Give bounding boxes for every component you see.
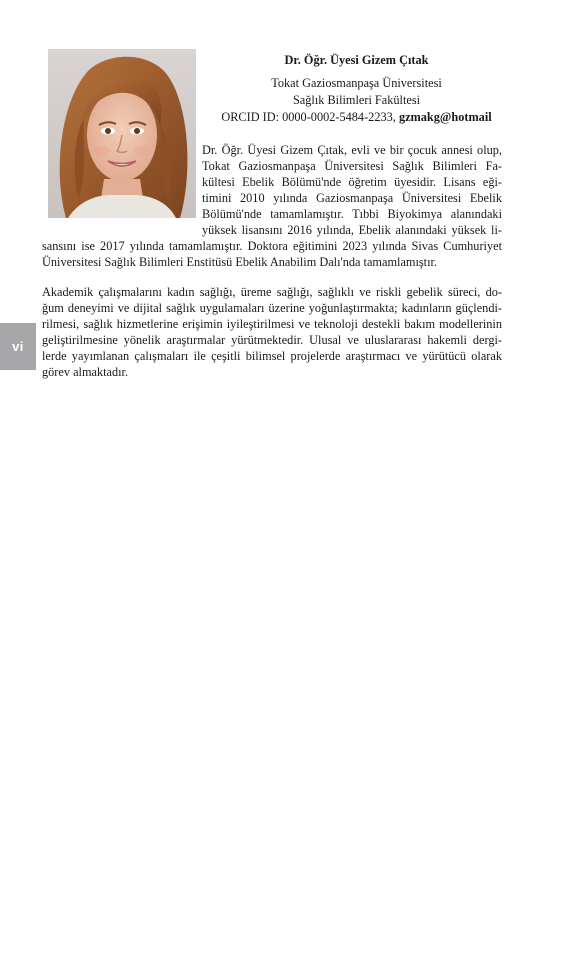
bio-line: rilmesi, sağlık hizmetlerine erişimin iyileştirilmesi ve teknoloji destekli bakım modellerinin [42,317,502,331]
author-portrait-photo [48,49,196,218]
bio-line: kültesi Ebelik Bölümü'nde öğretim üyesidir. Lisans eği- [202,175,502,189]
author-contact-line [200,109,513,126]
bio-line: Akademik çalışmalarını kadın sağlığı, üreme sağlığı, sağlıklı ve riskli gebelik süreci, do- [42,285,502,299]
author-header [200,52,513,126]
bio-line: Dr. Öğr. Üyesi Gizem Çıtak, evli ve bir çocuk annesi olup, [202,143,502,157]
bio-line: timini 2010 yılında Gaziosmanpaşa Üniversitesi Ebelik [202,191,502,205]
bio-line: Üniversitesi Sağlık Bilimleri Enstitüsü Ebelik Anabilim Dalı'nda tamamlamıştır. [42,255,437,269]
bio-line: sansını ise 2017 yılında tamamlamıştır. Doktora eğitimini 2023 yılında Sivas Cumhuriyet [42,239,502,253]
author-university: Tokat Gaziosmanpaşa Üniversitesi [271,76,442,90]
author-name: Dr. Öğr. Üyesi Gizem Çıtak [284,53,429,67]
orcid-id: ORCID ID: 0000-0002-5484-2233, [221,110,396,124]
bio-line: görev almaktadır. [42,365,129,379]
bio-line: lerde yayımlanan çalışmaları ile çeşitli bilimsel projelerde araştırmacı ve yürütücü olarak [42,349,502,363]
bio-line: Tokat Gaziosmanpaşa Üniversitesi Sağlık Bilimleri Fa- [202,159,502,173]
bio-line: Bölümü'nde tamamlamıştır. Tıbbi Biyokimya alanındaki [202,207,502,221]
page-number-tab: vi [0,323,36,370]
bio-line: geliştirilmesine yönelik araştırmalar yürütmektedir. Ulusal ve uluslararası hakemli dergi- [42,333,502,347]
author-faculty: Sağlık Bilimleri Fakültesi [292,93,421,107]
author-email: gzmakg@hotmail [398,110,492,124]
bio-line: yüksek lisansını 2016 yılında, Ebelik alanındaki yüksek li- [202,223,502,237]
bio-line: ğum deneyimi ve dijital sağlık uygulamaları üzerine yoğunlaştırmakta; kadınların güçlendi- [42,301,502,315]
